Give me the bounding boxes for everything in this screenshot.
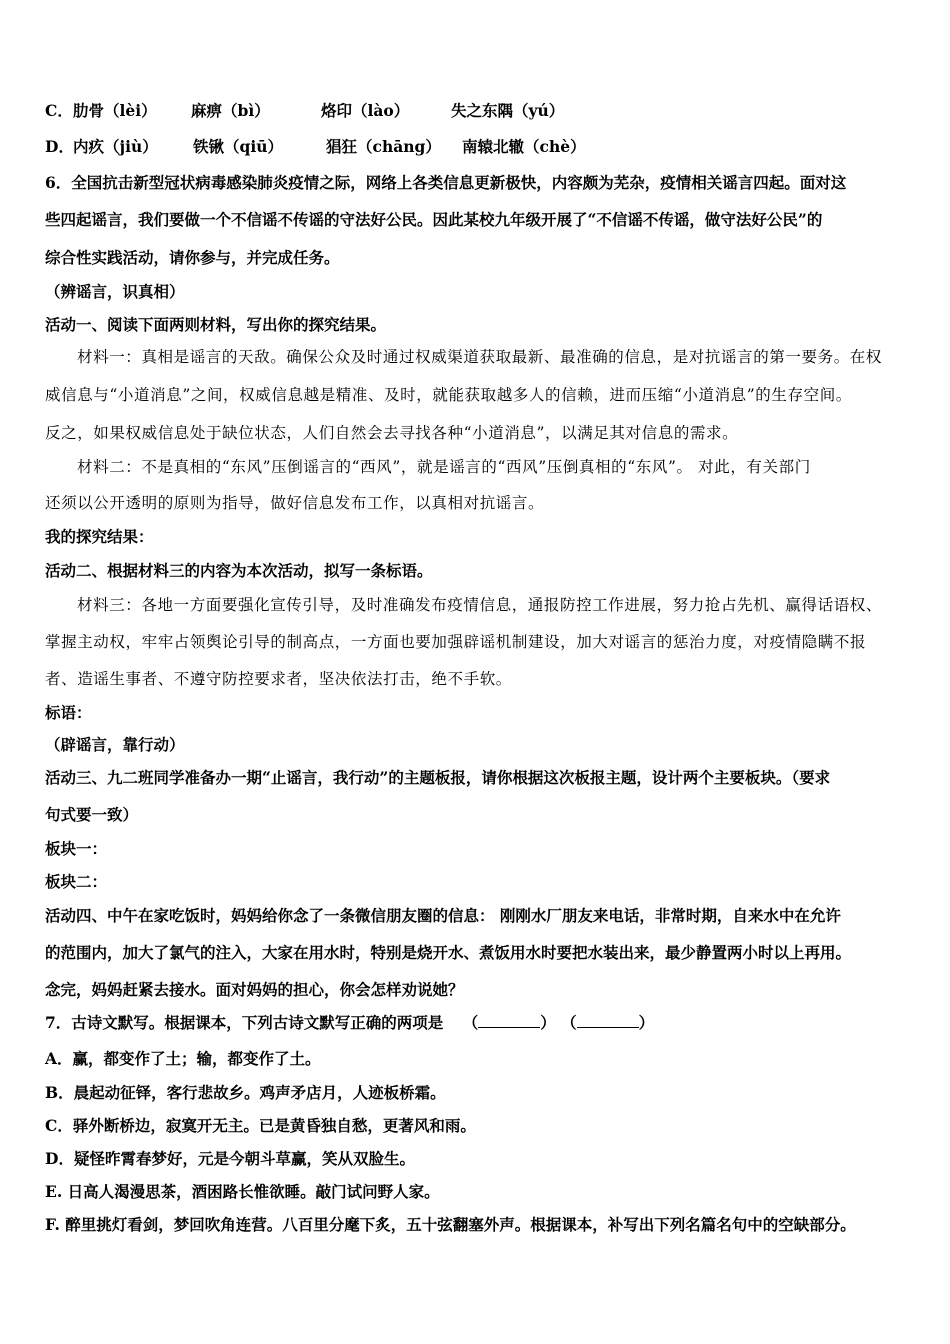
paren-open: （ xyxy=(462,1013,479,1032)
q7-option: F. 醉里挑灯看剑，梦回吹角连营。八百里分麾下炙，五十弦翻塞外声。根据课本，补写出下列名篇名句中的空缺部分。 xyxy=(45,1215,856,1234)
q7-stem: 7．古诗文默写。根据课本，下列古诗文默写正确的两项是 xyxy=(45,1013,444,1032)
activity-one: 活动一、阅读下面两则材料，写出你的探究结果。 xyxy=(45,315,387,334)
material-three-line: 掌握主动权，牢牢占领舆论引导的制高点，一方面也要加强辟谣机制建设，加大对谣言的惩治力度，对疫情隐瞒不报 xyxy=(45,633,867,651)
activity-four-line: 的范围内，加大了氯气的注入，大家在用水时，特别是烧开水、煮饭用水时要把水装出来，最少静置两小时以上再用。 xyxy=(45,943,852,962)
material-one-line: 反之，如果权威信息处于缺位状态，人们自然会去寻找各种“小道消息”，以满足其对信息的需求。 xyxy=(45,424,739,442)
q7-option: E. 日高人渴漫思茶，酒困路长惟欲睡。敲门试问野人家。 xyxy=(45,1182,440,1201)
answer-blank[interactable] xyxy=(577,1013,639,1028)
activity-four-line: 活动四、中午在家吃饭时，妈妈给你念了一条微信朋友圈的信息： 刚刚水厂朋友来电话，非常时期，自来水中在允许 xyxy=(45,906,841,925)
material-one-line: 威信息与“小道消息”之间，权威信息越是精准、及时，就能获取越多人的信赖，进而压缩“小道消息”的生存空间。 xyxy=(45,386,852,404)
activity-three-line: 活动三、九二班同学准备办一期“止谣言，我行动”的主题板报，请你根据这次板报主题，设计两个主要板块。（要求 xyxy=(45,768,831,787)
result-label: 我的探究结果： xyxy=(45,527,154,546)
slogan-label: 标语： xyxy=(45,703,92,722)
q7-option: B．晨起动征铎，客行悲故乡。鸡声矛店月，人迹板桥霜。 xyxy=(45,1083,446,1102)
activity-four-line: 念完，妈妈赶紧去接水。面对妈妈的担心，你会怎样劝说她？ xyxy=(45,980,464,999)
section-heading: （辟谣言，靠行动） xyxy=(45,735,185,754)
q7-option: A．赢，都变作了土；输，都变作了土。 xyxy=(45,1049,321,1068)
option-c-label: C． xyxy=(45,101,73,120)
activity-three-line: 句式要一致） xyxy=(45,805,139,824)
material-two-line: 还须以公开透明的原则为指导，做好信息发布工作，以真相对抗谣言。 xyxy=(45,494,545,512)
block-one-label: 板块一： xyxy=(45,839,108,858)
material-one-line: 材料一：真相是谣言的天敌。确保公众及时通过权威渠道获取最新、最准确的信息，是对抗谣言的第一要务。在权 xyxy=(77,348,883,366)
q6-intro-line: 综合性实践活动，请你参与，并完成任务。 xyxy=(45,248,340,267)
material-two-line: 材料二：不是真相的“东风”压倒谣言的“西风”，就是谣言的“西风”压倒真相的“东风”。 对此，有关部门 xyxy=(77,458,811,476)
option-d-item: 内疚（jiù） xyxy=(73,137,158,156)
q6-intro-line: 6．全国抗击新型冠状病毒感染肺炎疫情之际，网络上各类信息更新极快，内容颇为芜杂，疫情相关谣言四起。面对这 xyxy=(45,173,847,192)
option-c-item: 烙印（lào） xyxy=(321,101,410,120)
material-three-line: 者、造谣生事者、不遵守防控要求者，坚决依法打击，绝不手软。 xyxy=(45,670,512,688)
q7-option: D．疑怪昨霄春梦好，元是今朝斗草赢，笑从双脸生。 xyxy=(45,1149,415,1168)
option-d-item: 铁锹（qiū） xyxy=(193,137,283,156)
option-c-item: 麻痹（bì） xyxy=(191,101,270,120)
option-d-label: D． xyxy=(45,137,74,156)
paren-close: ） xyxy=(540,1013,556,1032)
option-c-row xyxy=(45,101,564,121)
material-three-line: 材料三：各地一方面要强化宣传引导，及时准确发布疫情信息，通报防控工作进展，努力抢占先机、赢得话语权、 xyxy=(77,596,883,614)
option-d-item: 猖狂（chāng） xyxy=(326,137,441,156)
section-heading: （辨谣言，识真相） xyxy=(45,282,185,301)
q7-option: C．驿外断桥边，寂寞开无主。已是黄昏独自愁，更著风和雨。 xyxy=(45,1116,476,1135)
option-d-item: 南辕北辙（chè） xyxy=(462,137,586,156)
paren-close: ） xyxy=(638,1013,655,1032)
answer-blank[interactable] xyxy=(478,1013,540,1028)
option-d-row xyxy=(45,137,586,157)
paren-open: （ xyxy=(561,1013,577,1032)
q7-stem-row xyxy=(45,1013,654,1033)
q6-intro-line: 些四起谣言，我们要做一个不信谣不传谣的守法好公民。因此某校九年级开展了“不信谣不传谣，做守法好公民”的 xyxy=(45,210,823,229)
activity-two: 活动二、根据材料三的内容为本次活动，拟写一条标语。 xyxy=(45,561,433,580)
option-c-item: 失之东隅（yú） xyxy=(451,101,565,120)
block-two-label: 板块二： xyxy=(45,872,108,891)
option-c-item: 肋骨（lèi） xyxy=(73,101,157,120)
